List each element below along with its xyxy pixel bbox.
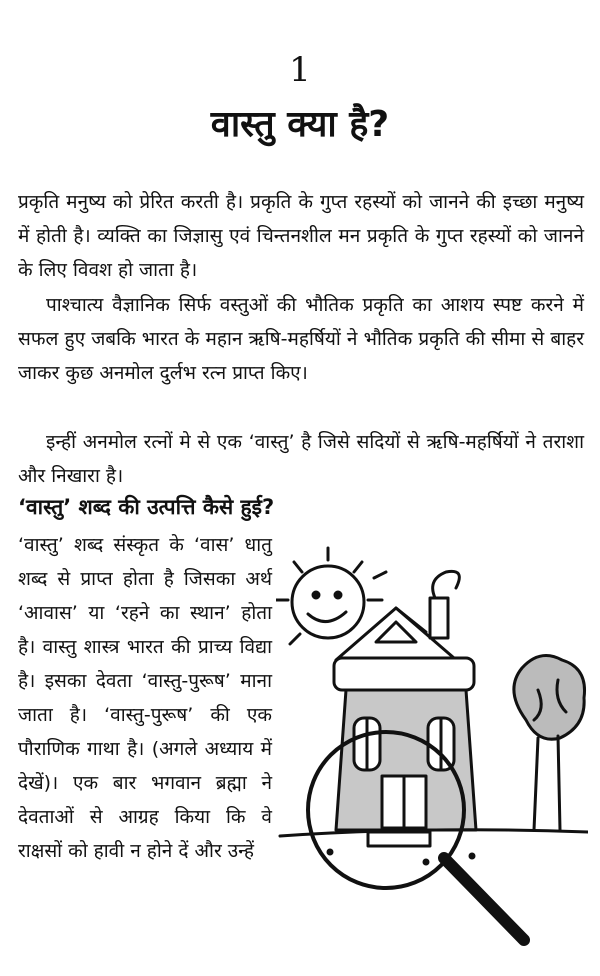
chapter-title: वास्तु क्या है? [210,104,390,145]
tree-icon [514,656,585,831]
paragraph-western-science: पाश्चात्य वैज्ञानिक सिर्फ वस्तुओं की भौतिक प्रकृति का आशय स्पष्ट करने में सफल हुए जबकि भारत के महान ऋषि-महर्षियों ने भौतिक प्रकृति की सीमा से बाहर जाकर कुछ अनमोल दुर्लभ रत्न प्राप्त किए। [18,294,584,384]
house-illustration [276,540,588,960]
paragraph-vastu-gem: इन्हीं अनमोल रत्नों मे से एक ‘वास्तु’ है जिसे सदियों से ऋषि-महर्षियों ने तराशा और निखारा है। [18,431,584,487]
section-heading: ‘वास्तु’ शब्द की उत्पत्ति कैसे हुई? [18,495,275,519]
chapter-number: 1 [289,50,311,90]
section-body: ‘वास्तु’ शब्द संस्कृत के ‘वास’ धातु शब्द से प्राप्त होता है जिसका अर्थ ‘आवास’ या ‘रहने का स्थान’ होता है। वास्तु शास्त्र भारत की प्राच्य विद्या है। इसका देवता ‘वास्तु-पुरूष’ माना जाता है। ‘वास्तु-पुरूष’ की एक पौराणिक गाथा है। (अगले अध्याय में देखें)। एक बार भगवान ब्रह्मा ने देवताओं से आग्रह किया कि वे राक्षसों को हावी न होने दें और उन्हें [18,534,272,862]
paragraph-intro: प्रकृति मनुष्य को प्रेरित करती है। प्रकृति के गुप्त रहस्यों को जानने की इच्छा मनुष्य में होती है। व्यक्ति का जिज्ञासु एवं चिन्तनशील मन प्रकृति के गुप्त रहस्यों को जानने के लिए विवश हो जाता है। [18,191,584,281]
